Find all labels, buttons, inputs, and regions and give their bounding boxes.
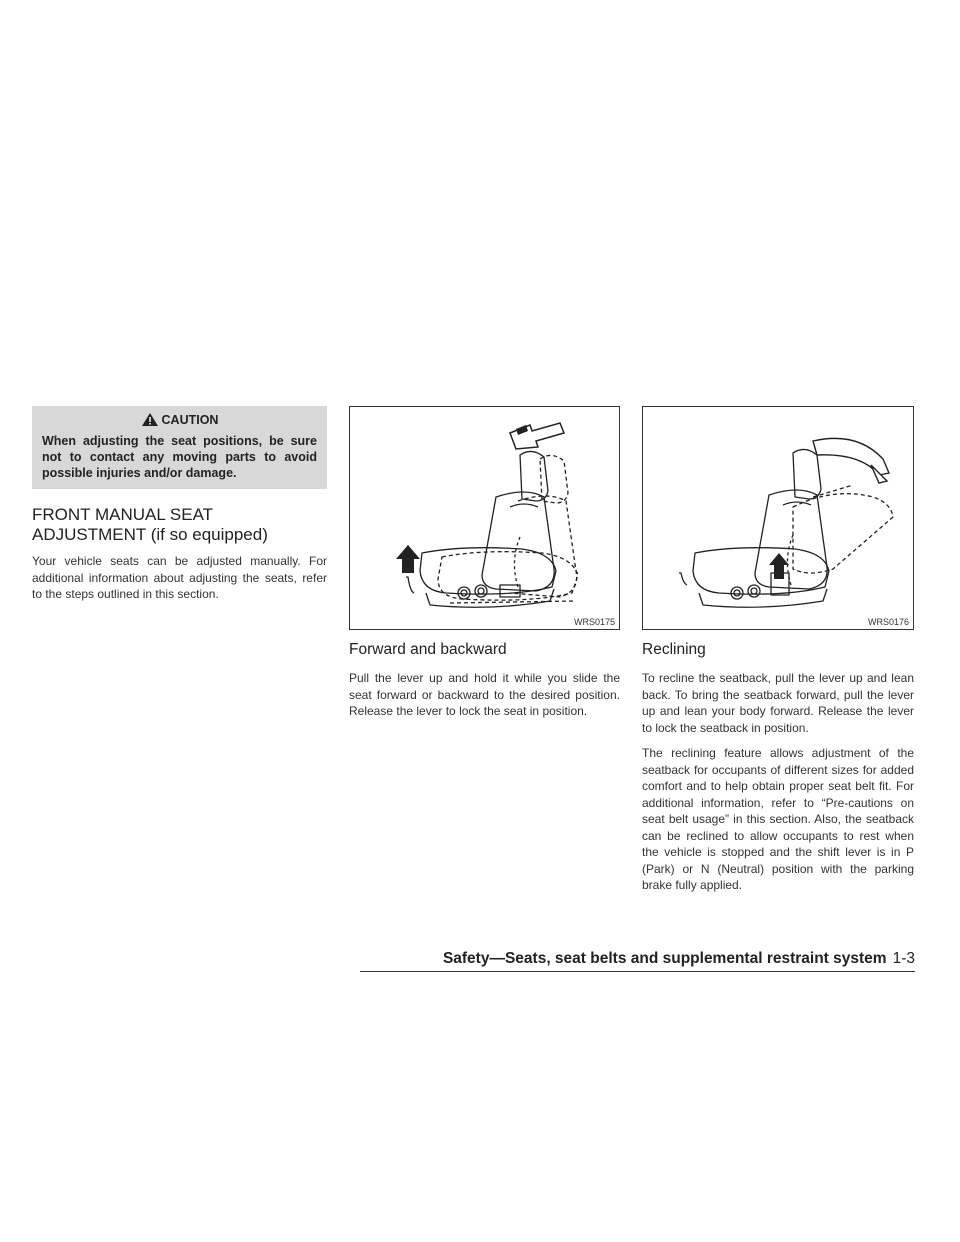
seat-slide-illustration xyxy=(350,407,619,629)
page-footer xyxy=(360,950,915,968)
figure-code-reclining: WRS0176 xyxy=(867,617,909,627)
section-title-line2: ADJUSTMENT (if so equipped) xyxy=(32,525,268,544)
reclining-text-2: The reclining feature allows adjustment of the seatback for occupants of different sizes for added comfort and to help obtain proper seat belt fit. For additional information, refer to “Pre-cautions on seat belt usage” in this section. Also, the seatback can be reclined to allow occupants to rest when the vehicle is stopped and the shift lever is in P (Park) or N (Neutral) position with the parking brake fully applied. xyxy=(642,746,914,892)
section-title xyxy=(32,505,327,545)
footer-rule xyxy=(360,971,915,972)
right-column xyxy=(642,406,914,903)
reclining-text-1: To recline the seatback, pull the lever up and lean back. To bring the seatback forward, pull the lever up and lean your body forward. Release the lever to lock the seatback in position. xyxy=(642,671,914,735)
caution-text: When adjusting the seat positions, be sure not to contact any moving parts to avoid possible injuries and/or damage. xyxy=(42,434,317,480)
caution-header xyxy=(42,412,317,427)
section-title-line1: FRONT MANUAL SEAT xyxy=(32,505,214,524)
section-intro: Your vehicle seats can be adjusted manually. For additional information about adjusting the seats, refer to the steps outlined in this section. xyxy=(32,554,327,601)
reclining-heading: Reclining xyxy=(642,641,706,658)
page-number: 1-3 xyxy=(892,950,915,967)
figure-reclining xyxy=(642,406,914,630)
footer-title: Safety—Seats, seat belts and supplemental restraint system xyxy=(442,950,887,967)
figure-forward-backward xyxy=(349,406,620,630)
warning-triangle-icon xyxy=(141,412,159,427)
seat-recline-illustration xyxy=(643,407,913,629)
figure-code-forward: WRS0175 xyxy=(573,617,615,627)
left-column xyxy=(32,406,327,612)
caution-title: CAUTION xyxy=(161,412,219,427)
forward-heading: Forward and backward xyxy=(349,641,507,658)
caution-box xyxy=(32,406,327,489)
middle-column xyxy=(349,406,620,729)
forward-text: Pull the lever up and hold it while you slide the seat forward or backward to the desired position. Release the lever to lock the seat in position. xyxy=(349,671,620,718)
